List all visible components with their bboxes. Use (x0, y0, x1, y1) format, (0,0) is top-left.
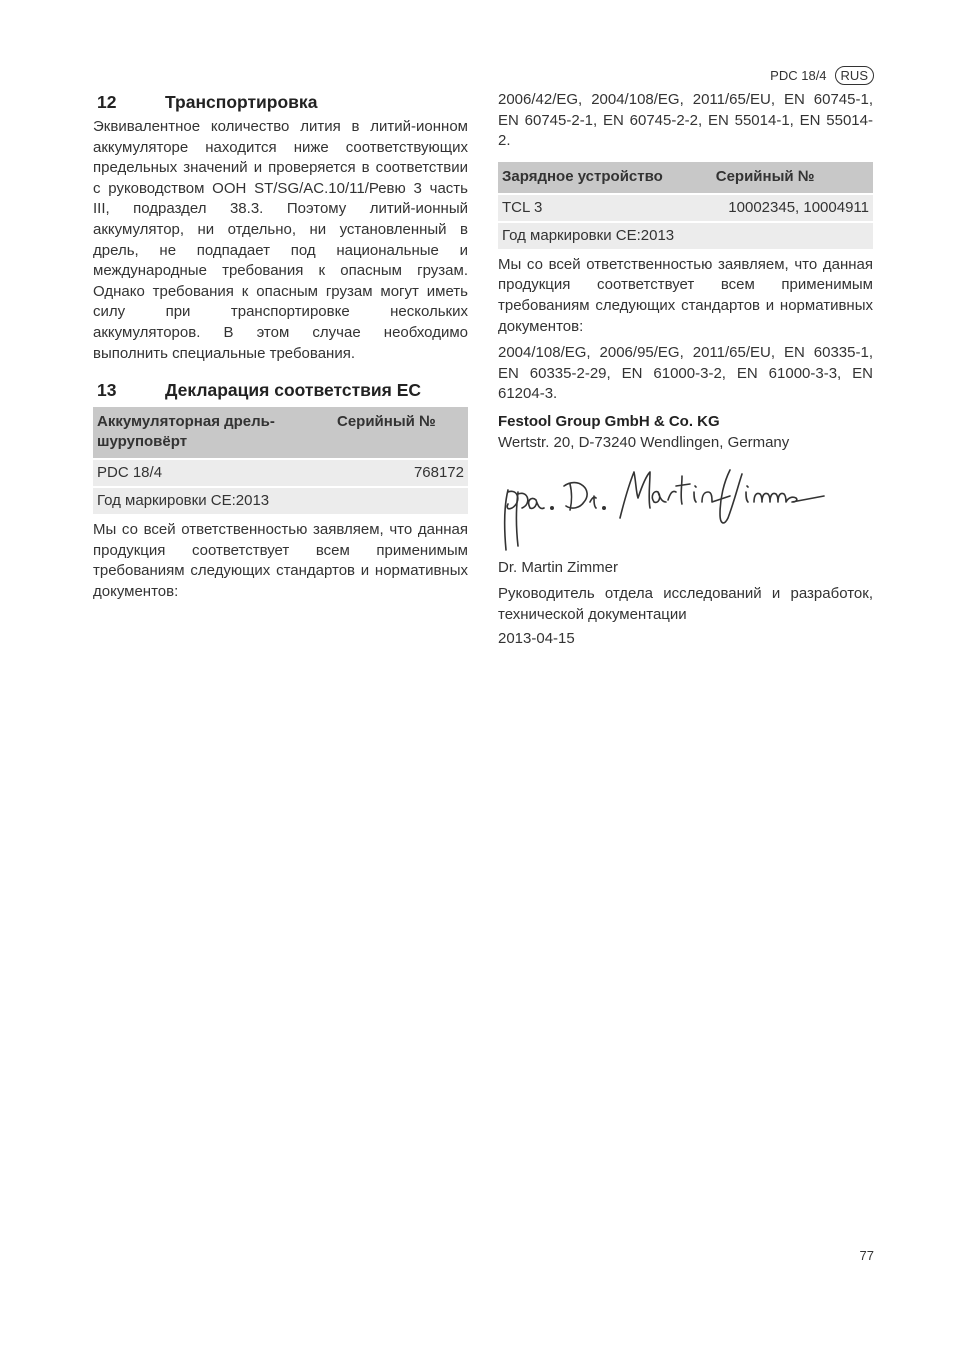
section-12-heading (93, 92, 468, 113)
table-row (498, 222, 873, 250)
section-13-heading (93, 380, 468, 401)
table-header-product: Аккумуляторная дрель-шуруповёрт (93, 407, 333, 459)
section-number: 12 (97, 92, 117, 112)
company-address: Wertstr. 20, D-73240 Wendlingen, Germany (498, 433, 790, 451)
signature-date: 2013-04-15 (498, 630, 575, 648)
company-name: Festool Group GmbH & Co. KG (498, 412, 720, 430)
right-column (498, 90, 873, 650)
transport-paragraph: Эквивалентное количество лития в литий-ионном аккумуляторе находится ниже соответствующих предельных значений и проверяется в соответствии с руководством ООН ST/SG/AC.10/11/Ревю 3 часть III, подраздел 38.3. Поэтому литий-ионный аккумулятор, ни отдельно, ни установленный в дрель, не подпадает под национальные и международные требования к опасным грузам. Однако требования к опасным грузам могут иметь силу при транспортировке нескольких аккумуляторов. В этом случае необходимо выполнить специальные требования. (93, 118, 468, 362)
signer-role: Руководитель отдела исследований и разработок, технической документации (498, 585, 873, 623)
table-header-serial: Серийный № (333, 407, 468, 459)
section-number: 13 (97, 380, 117, 401)
table-header-serial: Серийный № (712, 162, 873, 194)
signature-image (498, 462, 828, 554)
charger-spec-table (498, 162, 873, 251)
drill-spec-table (93, 407, 468, 516)
language-badge: RUS (835, 66, 874, 85)
section-title: Декларация соответствия ЕС (165, 380, 422, 401)
charger-declaration: Мы со всей ответственностью заявляем, что данная продукция соответствует всем применимым требованиям следующих стандартов и нормативных документов: (498, 255, 873, 335)
charger-standards: 2004/108/EG, 2006/95/EG, 2011/65/EU, EN 60335-1, EN 60335-2-29, EN 61000-3-2, EN 61000-3-3, EN 61204-3. (498, 344, 873, 403)
header-model: PDC 18/4 (770, 68, 827, 83)
ce-year-cell: Год маркировки CE:2013 (93, 487, 468, 515)
product-cell: PDC 18/4 (93, 459, 333, 487)
table-header-product: Зарядное устройство (498, 162, 712, 194)
page-number: 77 (859, 1248, 874, 1263)
table-row (93, 487, 468, 515)
serial-cell: 10002345, 10004911 (712, 194, 873, 222)
table-row (93, 459, 468, 487)
product-cell: TCL 3 (498, 194, 712, 222)
table-row (498, 194, 873, 222)
left-column (93, 90, 468, 603)
declaration-paragraph: Мы со всей ответственностью заявляем, что данная продукция соответствует всем применимым требованиям следующих стандартов и нормативных документов: (93, 521, 468, 600)
ce-year-cell: Год маркировки CE:2013 (498, 222, 873, 250)
section-title: Транспортировка (165, 92, 318, 112)
drill-standards: 2006/42/EG, 2004/108/EG, 2011/65/EU, EN 60745-1, EN 60745-2-1, EN 60745-2-2, EN 55014-1, EN 55014-2. (498, 91, 873, 150)
serial-cell: 768172 (333, 459, 468, 487)
signer-name: Dr. Martin Zimmer (498, 558, 618, 576)
page-header (770, 66, 874, 85)
